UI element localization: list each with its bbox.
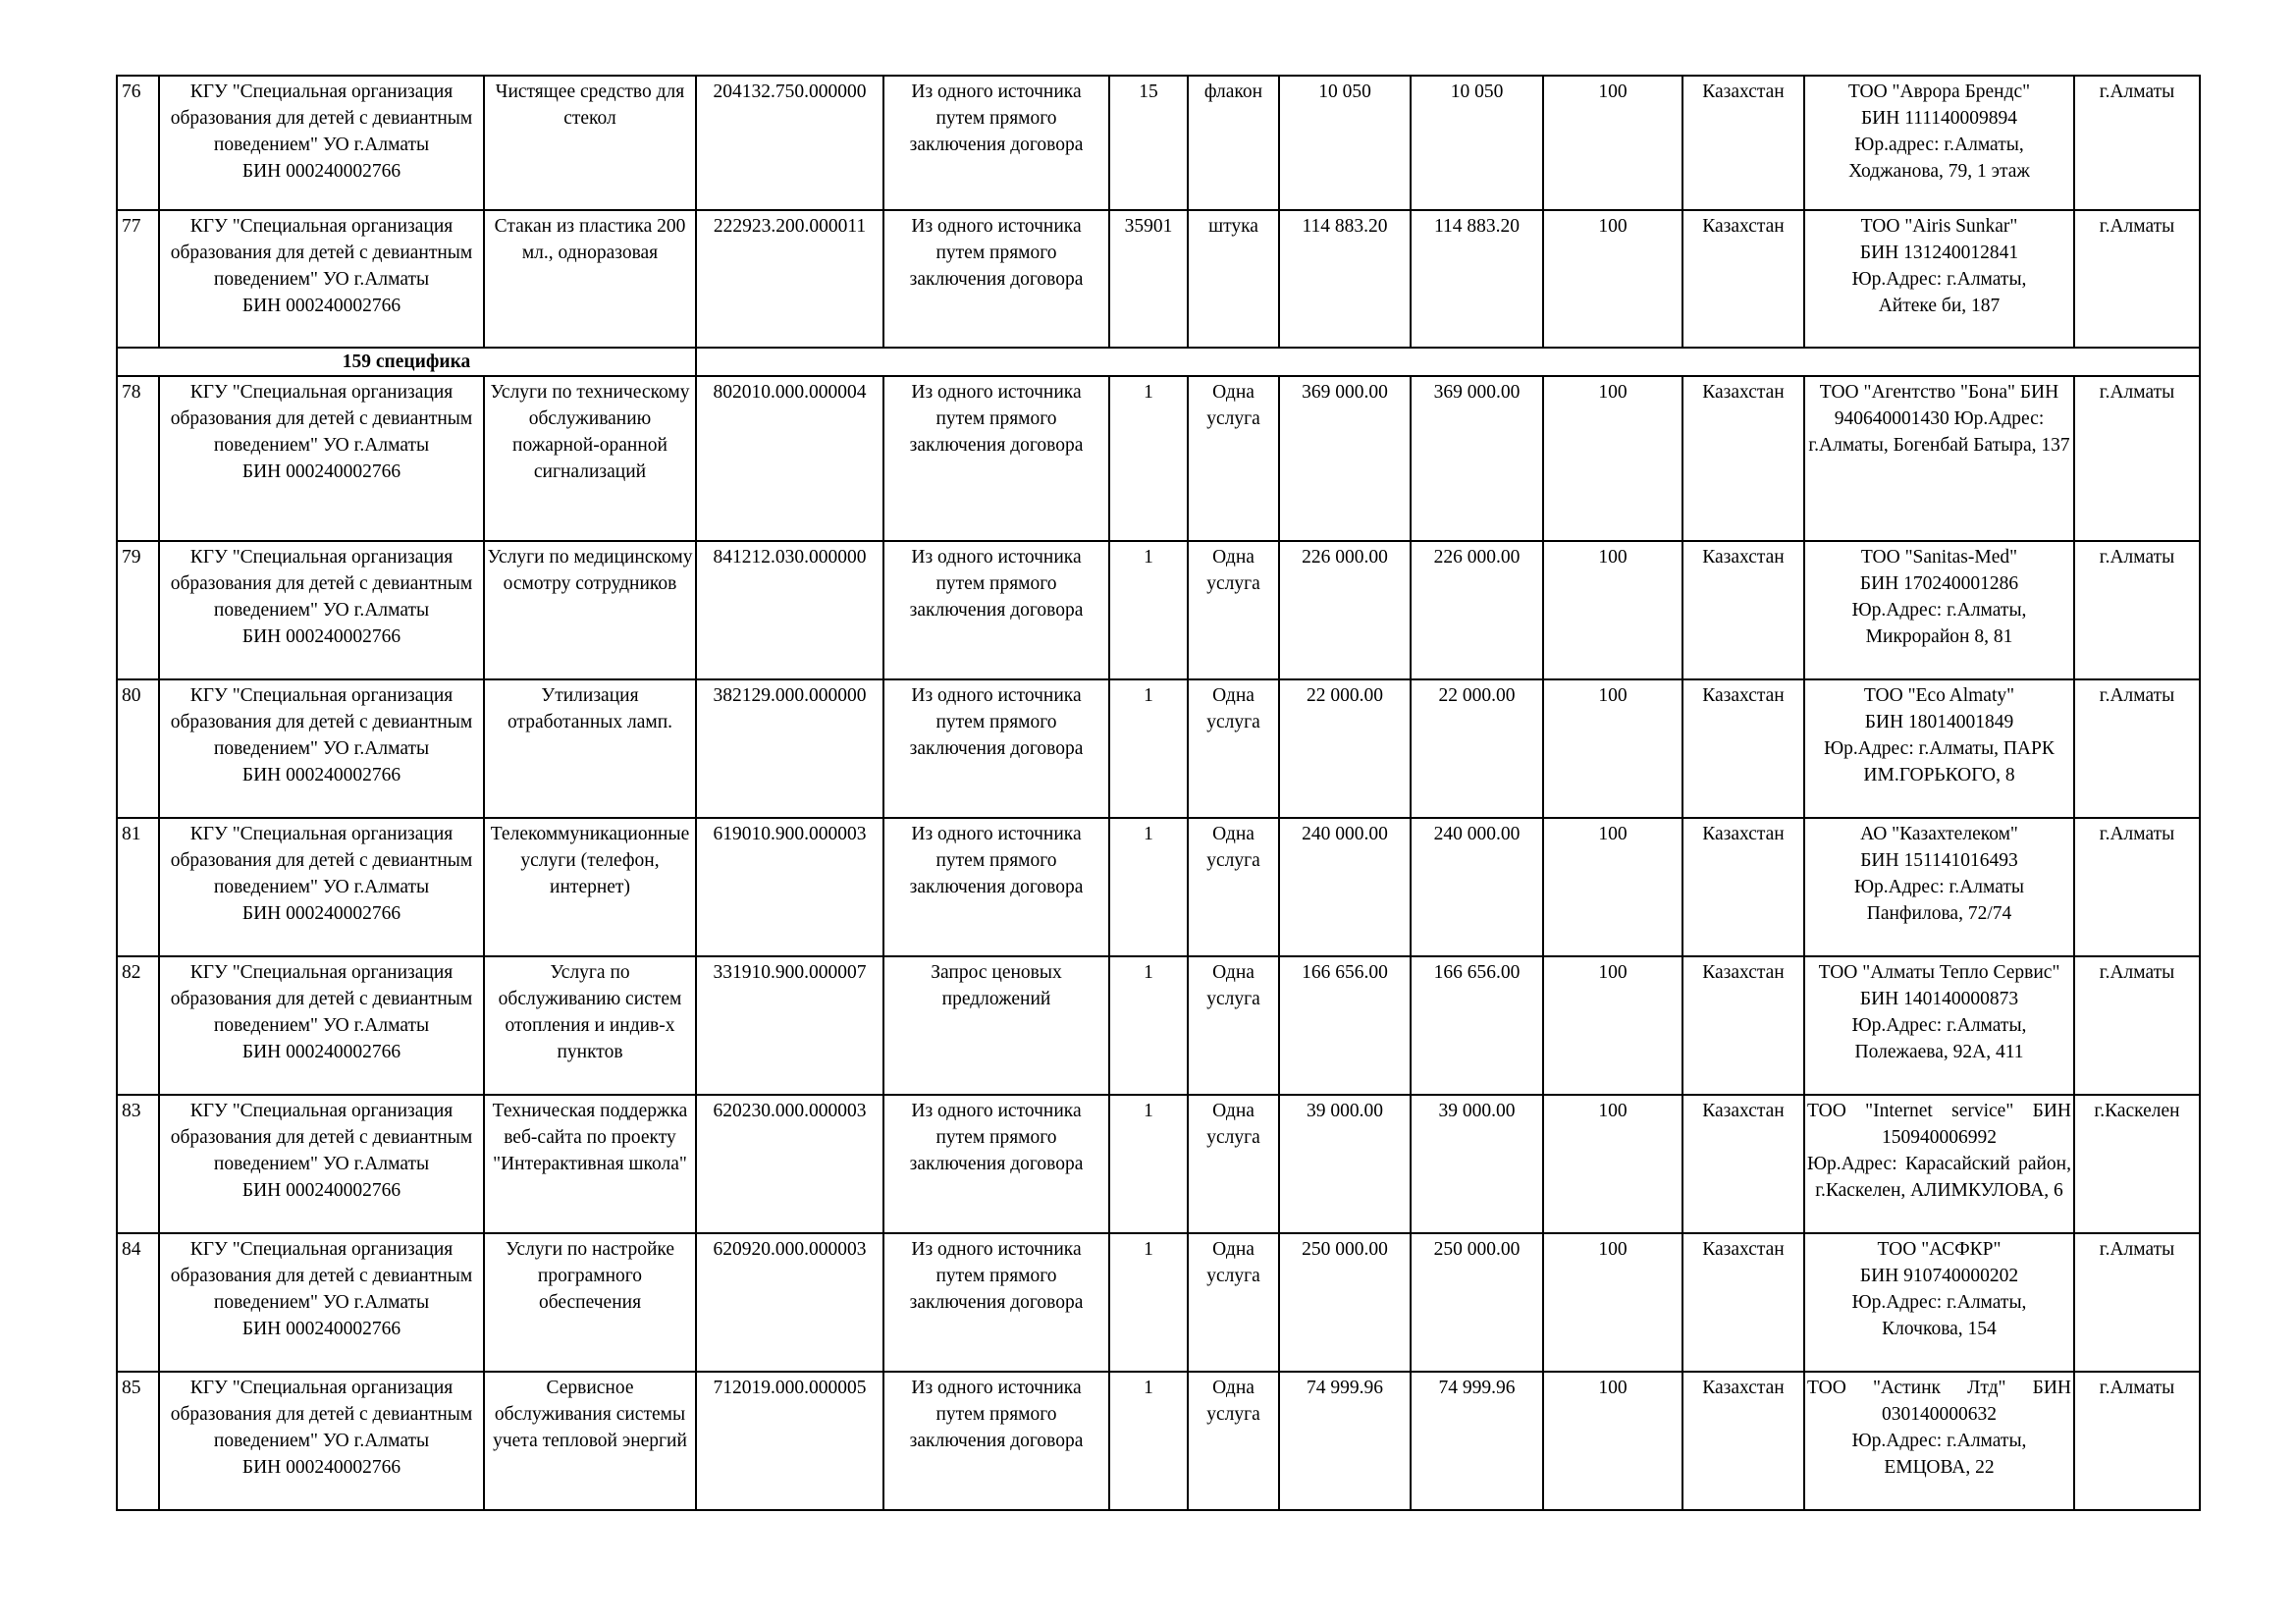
customer-cell-line: КГУ "Специальная организация образования для детей с девиантным поведением" УО г.Алматы <box>170 216 473 290</box>
supplier-cell-line: Панфилова, 72/74 <box>1866 903 2012 924</box>
rows-group-after <box>117 376 2200 1510</box>
local-content-cell: 100 <box>1543 679 1682 818</box>
customer-cell-line: КГУ "Специальная организация образования для детей с девиантным поведением" УО г.Алматы <box>170 547 473 621</box>
code-cell: 620230.000.000003 <box>696 1095 883 1233</box>
customer-cell-line: БИН 000240002766 <box>241 1319 401 1339</box>
sum-cell: 74 999.96 <box>1411 1372 1543 1510</box>
supplier-cell-line: БИН 131240012841 <box>1859 243 2019 263</box>
city-cell: г.Алматы <box>2074 1233 2200 1372</box>
code-cell: 222923.200.000011 <box>696 210 883 348</box>
country-cell: Казахстан <box>1682 76 1804 210</box>
unit-cell: Одна услуга <box>1188 1372 1279 1510</box>
table-row <box>117 210 2200 348</box>
unit-cell: штука <box>1188 210 1279 348</box>
row-number: 82 <box>117 956 159 1095</box>
customer-cell <box>159 818 484 956</box>
supplier-cell-line: Клочкова, 154 <box>1882 1319 1997 1339</box>
item-name-cell: Чистящее средство для стекол <box>484 76 696 210</box>
item-name-cell: Техническая поддержка веб-сайта по проекту "Интерактивная школа" <box>484 1095 696 1233</box>
row-number: 84 <box>117 1233 159 1372</box>
customer-cell <box>159 1233 484 1372</box>
item-name-cell: Телекоммуникационные услуги (телефон, интернет) <box>484 818 696 956</box>
supplier-cell-line: БИН 18014001849 <box>1864 712 2014 732</box>
method-cell: Из одного источника путем прямого заключения договора <box>883 541 1109 679</box>
sum-cell: 226 000.00 <box>1411 541 1543 679</box>
method-cell: Из одного источника путем прямого заключения договора <box>883 818 1109 956</box>
rows-group-before <box>117 76 2200 348</box>
quantity-cell: 1 <box>1109 1372 1188 1510</box>
quantity-cell: 1 <box>1109 818 1188 956</box>
supplier-cell <box>1804 679 2074 818</box>
supplier-cell-line: ТОО "Internet service" БИН 150940006992 <box>1807 1101 2071 1148</box>
customer-cell-line: БИН 000240002766 <box>241 626 401 647</box>
sum-cell: 39 000.00 <box>1411 1095 1543 1233</box>
supplier-cell-line: Айтеке би, 187 <box>1878 296 2001 316</box>
customer-cell-line: КГУ "Специальная организация образования для детей с девиантным поведением" УО г.Алматы <box>170 685 473 759</box>
section-empty-cell <box>696 348 2200 376</box>
table-row <box>117 818 2200 956</box>
sum-cell: 240 000.00 <box>1411 818 1543 956</box>
code-cell: 620920.000.000003 <box>696 1233 883 1372</box>
local-content-cell: 100 <box>1543 376 1682 541</box>
item-name-cell: Услуга по обслуживанию систем отопления и индив-х пунктов <box>484 956 696 1095</box>
sum-cell: 114 883.20 <box>1411 210 1543 348</box>
country-cell: Казахстан <box>1682 376 1804 541</box>
customer-cell <box>159 76 484 210</box>
customer-cell-line: БИН 000240002766 <box>241 161 401 182</box>
supplier-cell-line: Юр.Адрес: г.Алматы, <box>1851 269 2027 290</box>
city-cell: г.Алматы <box>2074 541 2200 679</box>
local-content-cell: 100 <box>1543 956 1682 1095</box>
customer-cell-line: БИН 000240002766 <box>241 903 401 924</box>
code-cell: 841212.030.000000 <box>696 541 883 679</box>
country-cell: Казахстан <box>1682 1233 1804 1372</box>
customer-cell <box>159 679 484 818</box>
row-number: 80 <box>117 679 159 818</box>
price-cell: 114 883.20 <box>1279 210 1411 348</box>
city-cell: г.Алматы <box>2074 679 2200 818</box>
customer-cell-line: БИН 000240002766 <box>241 1457 401 1478</box>
method-cell: Из одного источника путем прямого заключения договора <box>883 1233 1109 1372</box>
customer-cell-line: КГУ "Специальная организация образования для детей с девиантным поведением" УО г.Алматы <box>170 1239 473 1313</box>
code-cell: 382129.000.000000 <box>696 679 883 818</box>
price-cell: 10 050 <box>1279 76 1411 210</box>
unit-cell: Одна услуга <box>1188 956 1279 1095</box>
code-cell: 331910.900.000007 <box>696 956 883 1095</box>
quantity-cell: 1 <box>1109 956 1188 1095</box>
table-row <box>117 679 2200 818</box>
supplier-cell <box>1804 818 2074 956</box>
table-row <box>117 541 2200 679</box>
price-cell: 369 000.00 <box>1279 376 1411 541</box>
price-cell: 240 000.00 <box>1279 818 1411 956</box>
city-cell: г.Каскелен <box>2074 1095 2200 1233</box>
quantity-cell: 15 <box>1109 76 1188 210</box>
supplier-cell <box>1804 1095 2074 1233</box>
local-content-cell: 100 <box>1543 210 1682 348</box>
supplier-cell-line: АО "Казахтелеком" <box>1860 824 2018 844</box>
supplier-cell-line: БИН 151141016493 <box>1860 850 2018 871</box>
method-cell: Из одного источника путем прямого заключения договора <box>883 76 1109 210</box>
supplier-cell-line: Микрорайон 8, 81 <box>1865 626 2013 647</box>
customer-cell-line: КГУ "Специальная организация образования для детей с девиантным поведением" УО г.Алматы <box>170 962 473 1036</box>
country-cell: Казахстан <box>1682 818 1804 956</box>
unit-cell: флакон <box>1188 76 1279 210</box>
local-content-cell: 100 <box>1543 1233 1682 1372</box>
quantity-cell: 1 <box>1109 1233 1188 1372</box>
customer-cell-line: БИН 000240002766 <box>241 461 401 482</box>
item-name-cell: Утилизация отработанных ламп. <box>484 679 696 818</box>
unit-cell: Одна услуга <box>1188 1095 1279 1233</box>
sum-cell: 166 656.00 <box>1411 956 1543 1095</box>
local-content-cell: 100 <box>1543 541 1682 679</box>
supplier-cell-line: БИН 111140009894 <box>1860 108 2018 129</box>
price-cell: 74 999.96 <box>1279 1372 1411 1510</box>
sum-cell: 22 000.00 <box>1411 679 1543 818</box>
quantity-cell: 1 <box>1109 541 1188 679</box>
sum-cell: 250 000.00 <box>1411 1233 1543 1372</box>
item-name-cell: Услуги по медицинскому осмотру сотрудников <box>484 541 696 679</box>
row-number: 79 <box>117 541 159 679</box>
customer-cell-line: КГУ "Специальная организация образования для детей с девиантным поведением" УО г.Алматы <box>170 382 473 456</box>
method-cell: Запрос ценовых предложений <box>883 956 1109 1095</box>
supplier-cell <box>1804 210 2074 348</box>
price-cell: 22 000.00 <box>1279 679 1411 818</box>
customer-cell-line: КГУ "Специальная организация образования для детей с девиантным поведением" УО г.Алматы <box>170 824 473 897</box>
country-cell: Казахстан <box>1682 956 1804 1095</box>
item-name-cell: Стакан из пластика 200 мл., одноразовая <box>484 210 696 348</box>
supplier-cell-line: БИН 140140000873 <box>1859 989 2019 1009</box>
country-cell: Казахстан <box>1682 1095 1804 1233</box>
row-number: 83 <box>117 1095 159 1233</box>
customer-cell <box>159 376 484 541</box>
table-row <box>117 376 2200 541</box>
supplier-cell-line: Юр.Адрес: г.Алматы, <box>1851 1431 2027 1451</box>
supplier-cell-line: ТОО "Агентство "Бона" БИН 940640001430 Юр.Адрес: г.Алматы, Богенбай Батыра, 137 <box>1808 382 2070 456</box>
supplier-cell-line: ТОО "Sanitas-Med" <box>1860 547 2018 568</box>
table-row <box>117 76 2200 210</box>
customer-cell-line: БИН 000240002766 <box>241 1180 401 1201</box>
supplier-cell-line: БИН 910740000202 <box>1859 1266 2019 1286</box>
customer-cell-line: КГУ "Специальная организация образования для детей с девиантным поведением" УО г.Алматы <box>170 1101 473 1174</box>
unit-cell: Одна услуга <box>1188 679 1279 818</box>
customer-cell <box>159 956 484 1095</box>
method-cell: Из одного источника путем прямого заключения договора <box>883 679 1109 818</box>
customer-cell <box>159 1095 484 1233</box>
unit-cell: Одна услуга <box>1188 818 1279 956</box>
row-number: 78 <box>117 376 159 541</box>
section-group <box>117 348 2200 376</box>
table-row <box>117 1233 2200 1372</box>
code-cell: 619010.900.000003 <box>696 818 883 956</box>
city-cell: г.Алматы <box>2074 376 2200 541</box>
customer-cell-line: БИН 000240002766 <box>241 296 401 316</box>
code-cell: 712019.000.000005 <box>696 1372 883 1510</box>
supplier-cell-line: Ходжанова, 79, 1 этаж <box>1848 161 2030 182</box>
city-cell: г.Алматы <box>2074 76 2200 210</box>
sum-cell: 10 050 <box>1411 76 1543 210</box>
sum-cell: 369 000.00 <box>1411 376 1543 541</box>
city-cell: г.Алматы <box>2074 210 2200 348</box>
supplier-cell-line: Юр.адрес: г.Алматы, <box>1854 135 2024 155</box>
city-cell: г.Алматы <box>2074 1372 2200 1510</box>
local-content-cell: 100 <box>1543 1372 1682 1510</box>
section-header: 159 специфика <box>117 348 696 376</box>
supplier-cell-line: Юр.Адрес: Карасайский район, г.Каскелен, АЛИМКУЛОВА, 6 <box>1807 1154 2071 1201</box>
row-number: 81 <box>117 818 159 956</box>
quantity-cell: 35901 <box>1109 210 1188 348</box>
supplier-cell-line: Юр.Адрес: г.Алматы, <box>1851 600 2027 621</box>
supplier-cell <box>1804 76 2074 210</box>
supplier-cell-line: Юр.Адрес: г.Алматы, <box>1851 1015 2027 1036</box>
customer-cell-line: КГУ "Специальная организация образования для детей с девиантным поведением" УО г.Алматы <box>170 1378 473 1451</box>
table-row <box>117 1372 2200 1510</box>
unit-cell: Одна услуга <box>1188 541 1279 679</box>
supplier-cell-line: Юр.Адрес: г.Алматы, ПАРК ИМ.ГОРЬКОГО, 8 <box>1824 738 2055 785</box>
item-name-cell: Услуги по техническому обслуживанию пожарной-оранной сигнализаций <box>484 376 696 541</box>
customer-cell <box>159 541 484 679</box>
customer-cell-line: КГУ "Специальная организация образования для детей с девиантным поведением" УО г.Алматы <box>170 81 473 155</box>
supplier-cell <box>1804 541 2074 679</box>
unit-cell: Одна услуга <box>1188 376 1279 541</box>
row-number: 85 <box>117 1372 159 1510</box>
price-cell: 166 656.00 <box>1279 956 1411 1095</box>
local-content-cell: 100 <box>1543 76 1682 210</box>
quantity-cell: 1 <box>1109 1095 1188 1233</box>
method-cell: Из одного источника путем прямого заключения договора <box>883 1095 1109 1233</box>
customer-cell-line: БИН 000240002766 <box>241 765 401 785</box>
row-number: 77 <box>117 210 159 348</box>
procurement-table <box>116 75 2201 1511</box>
price-cell: 226 000.00 <box>1279 541 1411 679</box>
table-row <box>117 956 2200 1095</box>
item-name-cell: Сервисное обслуживания системы учета тепловой энергий <box>484 1372 696 1510</box>
supplier-cell-line: Юр.Адрес: г.Алматы, <box>1851 1292 2027 1313</box>
code-cell: 204132.750.000000 <box>696 76 883 210</box>
section-row <box>117 348 2200 376</box>
country-cell: Казахстан <box>1682 210 1804 348</box>
supplier-cell-line: ТОО "Астинк Лтд" БИН 030140000632 <box>1807 1378 2071 1425</box>
supplier-cell-line: ЕМЦОВА, 22 <box>1884 1457 1995 1478</box>
supplier-cell-line: Полежаева, 92А, 411 <box>1854 1042 2024 1062</box>
local-content-cell: 100 <box>1543 818 1682 956</box>
table-row <box>117 1095 2200 1233</box>
method-cell: Из одного источника путем прямого заключения договора <box>883 1372 1109 1510</box>
supplier-cell-line: Юр.Адрес: г.Алматы <box>1854 877 2024 897</box>
supplier-cell-line: БИН 170240001286 <box>1859 573 2019 594</box>
supplier-cell-line: ТОО "Аврора Брендс" <box>1847 81 2031 102</box>
method-cell: Из одного источника путем прямого заключения договора <box>883 210 1109 348</box>
quantity-cell: 1 <box>1109 679 1188 818</box>
supplier-cell <box>1804 376 2074 541</box>
supplier-cell-line: ТОО "Алматы Тепло Сервис" <box>1818 962 2060 983</box>
country-cell: Казахстан <box>1682 679 1804 818</box>
customer-cell-line: БИН 000240002766 <box>241 1042 401 1062</box>
country-cell: Казахстан <box>1682 1372 1804 1510</box>
quantity-cell: 1 <box>1109 376 1188 541</box>
city-cell: г.Алматы <box>2074 818 2200 956</box>
supplier-cell <box>1804 1233 2074 1372</box>
supplier-cell <box>1804 956 2074 1095</box>
method-cell: Из одного источника путем прямого заключения договора <box>883 376 1109 541</box>
item-name-cell: Услуги по настройке програмного обеспечения <box>484 1233 696 1372</box>
supplier-cell-line: ТОО "Eco Almaty" <box>1863 685 2015 706</box>
unit-cell: Одна услуга <box>1188 1233 1279 1372</box>
country-cell: Казахстан <box>1682 541 1804 679</box>
supplier-cell-line: ТОО "Airis Sunkar" <box>1860 216 2018 237</box>
supplier-cell <box>1804 1372 2074 1510</box>
row-number: 76 <box>117 76 159 210</box>
local-content-cell: 100 <box>1543 1095 1682 1233</box>
price-cell: 250 000.00 <box>1279 1233 1411 1372</box>
supplier-cell-line: ТОО "АСФКР" <box>1877 1239 2002 1260</box>
customer-cell <box>159 210 484 348</box>
city-cell: г.Алматы <box>2074 956 2200 1095</box>
customer-cell <box>159 1372 484 1510</box>
code-cell: 802010.000.000004 <box>696 376 883 541</box>
price-cell: 39 000.00 <box>1279 1095 1411 1233</box>
